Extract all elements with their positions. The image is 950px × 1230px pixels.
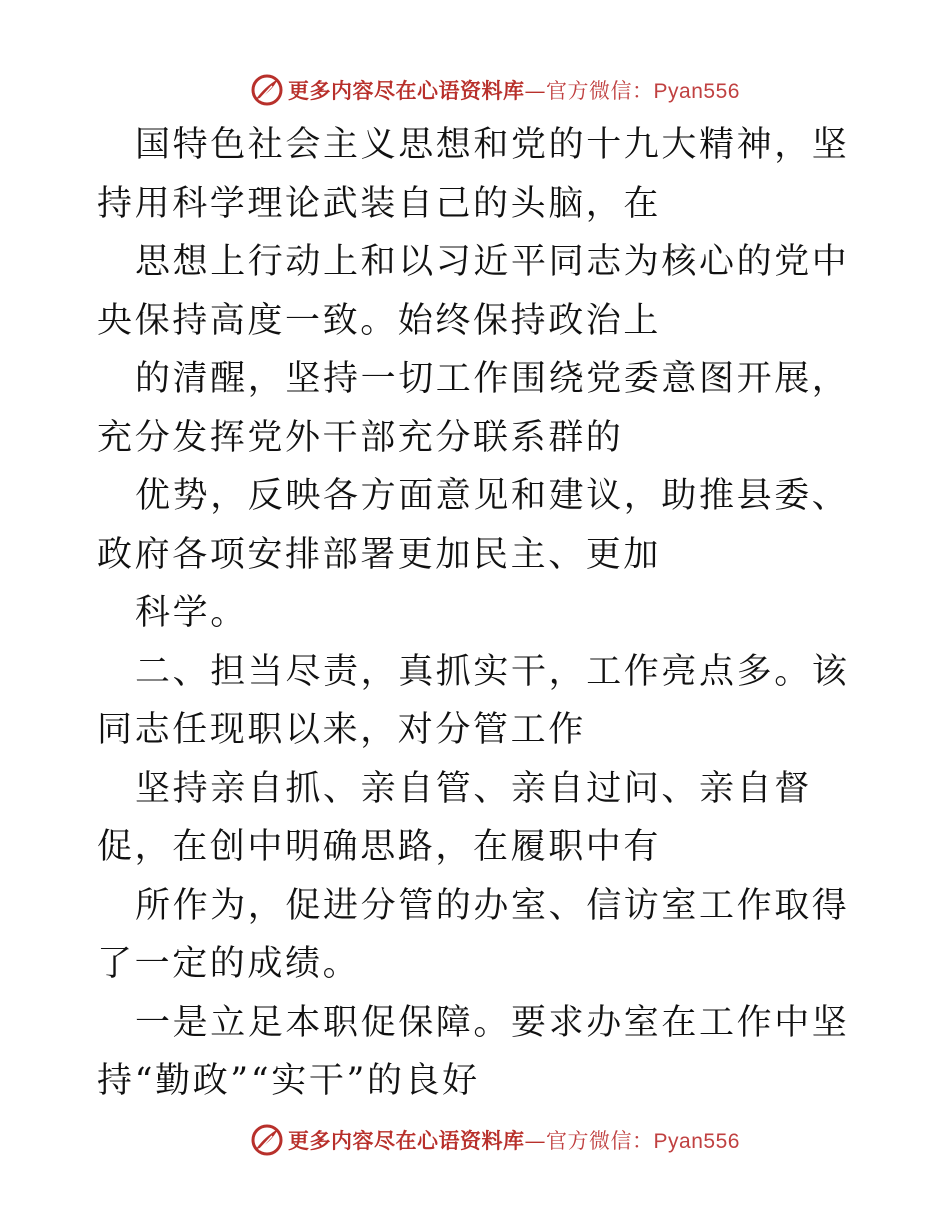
paragraph-2: 思想上行动上和以习近平同志为核心的党中央保持高度一致。始终保持政治上	[97, 242, 850, 341]
header-wechat-id: Pyan556	[653, 80, 740, 103]
footer-banner	[0, 1120, 950, 1160]
paragraph-1: 国特色社会主义思想和党的十九大精神，坚持用科学理论武装自己的头脑，在	[97, 125, 850, 224]
footer-brand: 更多内容尽在心语资料库	[288, 1128, 525, 1153]
quill-logo-icon	[250, 73, 284, 107]
footer-wechat-label: 官方微信：	[546, 1129, 654, 1153]
footer-banner-text	[288, 1125, 740, 1155]
paragraph-6: 二、担当尽责，真抓实干，工作亮点多。该同志任现职以来，对分管工作	[97, 651, 850, 750]
paragraph-4: 优势，反映各方面意见和建议，助推县委、政府各项安排部署更加民主、更加	[97, 476, 850, 575]
paragraph-3: 的清醒，坚持一切工作围绕党委意图开展，充分发挥党外干部充分联系群的	[97, 359, 850, 458]
footer-wechat-id: Pyan556	[653, 1130, 740, 1153]
header-banner-text	[288, 75, 740, 105]
header-brand: 更多内容尽在心语资料库	[288, 78, 525, 103]
paragraph-7: 坚持亲自抓、亲自管、亲自过问、亲自督促，在创中明确思路，在履职中有	[97, 768, 812, 867]
paragraph-8: 所作为，促进分管的办室、信访室工作取得了一定的成绩。	[97, 885, 850, 984]
paragraph-9: 一是立足本职促保障。要求办室在工作中坚持“勤政”“实干”的良好	[97, 1002, 850, 1101]
document-body	[97, 116, 857, 1111]
header-banner-content	[250, 73, 740, 107]
paragraph-5: 科学。	[135, 593, 248, 633]
quill-logo-icon	[250, 1123, 284, 1157]
footer-banner-content	[250, 1123, 740, 1157]
footer-separator: —	[524, 1129, 547, 1153]
header-wechat-label: 官方微信：	[546, 79, 654, 103]
header-separator: —	[524, 79, 547, 103]
header-banner	[0, 70, 950, 110]
